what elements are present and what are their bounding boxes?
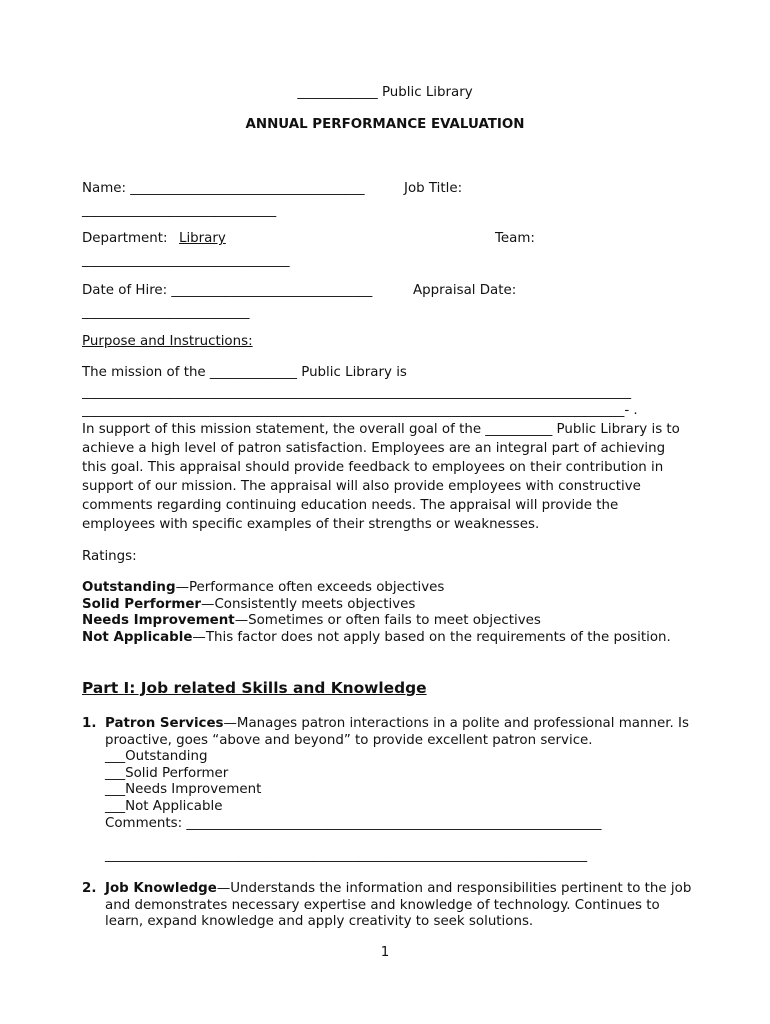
option-solid-performer[interactable]: ___Solid Performer — [105, 765, 229, 781]
job-title-label: Job Title: — [404, 181, 463, 196]
mission-blank-line-2: _________________________________________________________________________________- . — [82, 404, 638, 418]
item-patron-services — [82, 716, 692, 865]
job-title-blank: _____________________________ — [82, 203, 277, 218]
document-title: ANNUAL PERFORMANCE EVALUATION — [245, 117, 525, 132]
purpose-body: In support of this mission statement, the overall goal of the __________ Public Library is to achieve a high level of patron satisfaction. Employees are an integral part of achieving this goal. This appraisal should provide feedback to employees on their contribution in support of our mission. The appraisal will also provide employees with constructive comments regarding continuing education needs. The appraisal will provide the employees with specific examples of their strengths or weaknesses. — [82, 422, 680, 532]
option-not-applicable[interactable]: ___Not Applicable — [105, 798, 223, 814]
item-description: Job Knowledge—Understands the information and responsibilities pertinent to the job and demonstrates necessary expertise and knowledge of technology. Continues to learn, expand knowledge and apply creativity to seek solutions. — [105, 881, 692, 930]
comments-line[interactable]: Comments: ______________________________________________________________ — [105, 815, 602, 831]
option-needs-improvement[interactable]: ___Needs Improvement — [105, 782, 262, 798]
appraisal-date-blank: _________________________ — [82, 305, 250, 320]
item-description: Patron Services—Manages patron interactions in a polite and professional manner. Is proactive, goes “above and beyond” to provide excellent patron service. — [105, 716, 689, 748]
purpose-heading: Purpose and Instructions: — [82, 334, 253, 349]
department-label: Department: — [82, 231, 168, 246]
ratings-list — [82, 580, 692, 646]
rating-solid-performer: Solid Performer—Consistently meets objectives — [82, 596, 416, 612]
comments-line-2[interactable]: ________________________________________________________________________ — [105, 848, 588, 864]
rating-needs-improvement: Needs Improvement—Sometimes or often fails to meet objectives — [82, 613, 541, 629]
team-label: Team: — [495, 231, 535, 246]
department-value: Library — [179, 231, 226, 246]
mission-line: The mission of the _____________ Public Library is — [82, 365, 407, 380]
item-number: 1. — [82, 716, 97, 731]
team-blank: _______________________________ — [82, 253, 290, 268]
rating-not-applicable: Not Applicable—This factor does not apply based on the requirements of the position. — [82, 629, 671, 645]
option-outstanding[interactable]: ___Outstanding — [105, 749, 208, 765]
item-job-knowledge — [82, 881, 692, 931]
ratings-label: Ratings: — [82, 549, 137, 564]
hire-date-field: Date of Hire: ______________________________ — [82, 283, 373, 298]
appraisal-date-label: Appraisal Date: — [413, 283, 517, 298]
item-number: 2. — [82, 881, 97, 896]
mission-blank-line-1: __________________________________________________________________________________ — [82, 386, 632, 400]
part1-heading: Part I: Job related Skills and Knowledge — [82, 679, 427, 697]
name-field: Name: ___________________________________ — [82, 181, 365, 196]
page-number: 1 — [380, 945, 390, 960]
library-name-line: ____________ Public Library — [297, 85, 473, 100]
rating-outstanding: Outstanding—Performance often exceeds objectives — [82, 580, 445, 595]
